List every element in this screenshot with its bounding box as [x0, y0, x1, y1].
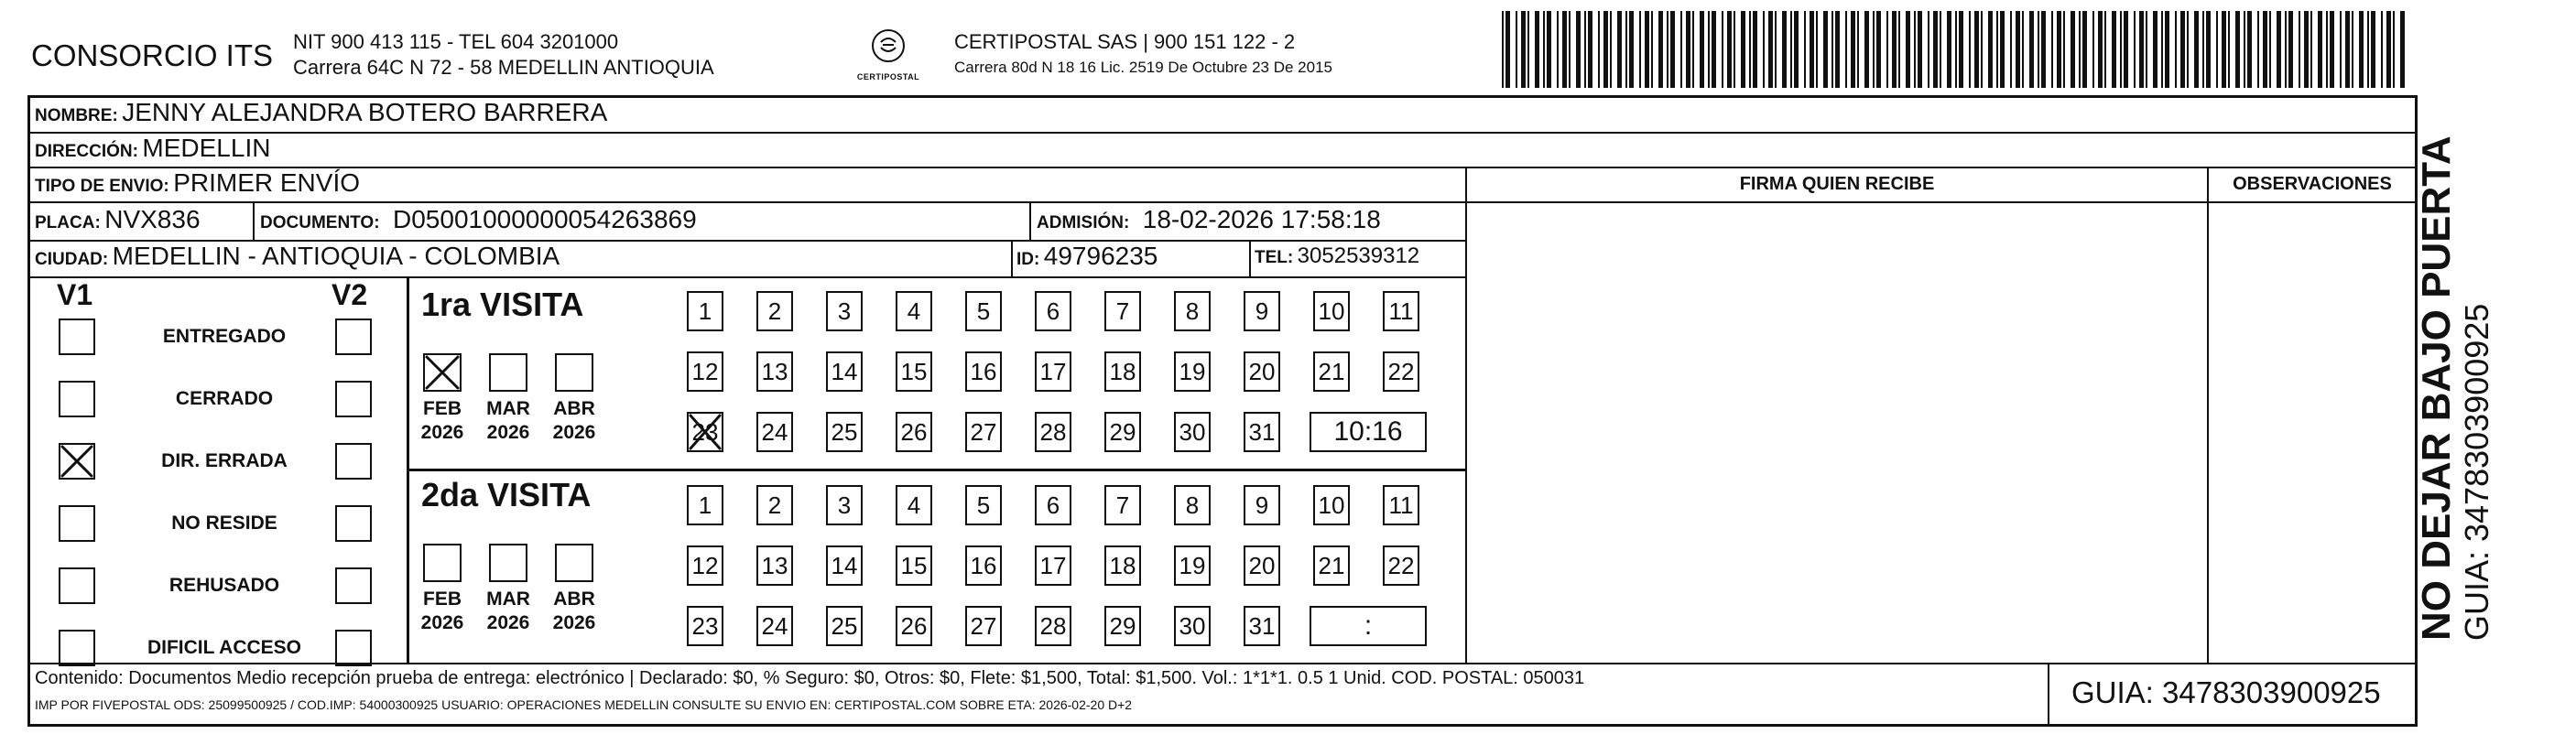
status-label-2: DIR. ERRADA [161, 450, 288, 471]
visit1-day-7[interactable]: 7 [1104, 291, 1141, 331]
tipo-value: PRIMER ENVÍO [173, 168, 361, 197]
v1-checkbox-2[interactable] [59, 443, 95, 480]
courier-info [954, 29, 1332, 81]
placa-value: NVX836 [104, 205, 201, 233]
status-label-0: ENTREGADO [162, 326, 287, 347]
visit1-day-31[interactable]: 31 [1244, 412, 1280, 452]
id-cell [1016, 242, 1158, 271]
visit2-month-label-0: FEB [423, 588, 462, 610]
visit1-month-box-0[interactable] [423, 353, 462, 392]
visit1-day-11[interactable]: 11 [1383, 291, 1419, 331]
visit2-day-16[interactable]: 16 [965, 545, 1002, 586]
direccion-label: DIRECCIÓN: [35, 142, 138, 161]
visit1-day-9[interactable]: 9 [1244, 291, 1280, 331]
visit2-day-11[interactable]: 11 [1383, 485, 1419, 525]
visit1-month-box-1[interactable] [489, 353, 527, 392]
direccion-value: MEDELLIN [142, 134, 271, 162]
visit2-day-12[interactable]: 12 [687, 545, 723, 586]
visit1-day-30[interactable]: 30 [1174, 412, 1211, 452]
visit1-day-26[interactable]: 26 [896, 412, 932, 452]
v2-checkbox-0[interactable] [335, 319, 372, 355]
tel-cell [1255, 243, 1419, 269]
visit1-day-10[interactable]: 10 [1313, 291, 1350, 331]
documento-cell [260, 205, 697, 234]
tipo-label: TIPO DE ENVIO: [35, 177, 169, 196]
v1-checkbox-5[interactable] [59, 630, 95, 666]
visit2-year-label-1: 2026 [486, 612, 530, 633]
side-notice [2415, 135, 2495, 641]
visit2-day-6[interactable]: 6 [1035, 485, 1071, 525]
visit2-day-10[interactable]: 10 [1313, 485, 1350, 525]
visit2-year-label-2: 2026 [552, 612, 596, 633]
visit2-day-27[interactable]: 27 [965, 606, 1002, 646]
placa-label: PLACA: [35, 213, 101, 232]
row-tipo [35, 168, 360, 198]
v2-checkbox-2[interactable] [335, 443, 372, 480]
visit1-day-19[interactable]: 19 [1174, 351, 1211, 392]
ciudad-label: CIUDAD: [35, 250, 109, 269]
visit1-day-12[interactable]: 12 [687, 351, 723, 392]
visit2-month-box-2[interactable] [555, 544, 593, 582]
visit1-year-label-0: 2026 [420, 422, 464, 443]
visit2-day-20[interactable]: 20 [1244, 545, 1280, 586]
v1-label: V1 [57, 278, 93, 311]
visit1-month-box-2[interactable] [555, 353, 593, 392]
admision-value: 18-02-2026 17:58:18 [1142, 205, 1381, 233]
v2-label: V2 [332, 278, 368, 311]
visit2-day-14[interactable]: 14 [826, 545, 863, 586]
ciudad-value: MEDELLIN - ANTIOQUIA - COLOMBIA [112, 242, 560, 270]
visit1-title: 1ra VISITA [421, 286, 584, 323]
observaciones-label: OBSERVACIONES [2233, 174, 2392, 194]
nombre-label: NOMBRE: [35, 106, 118, 125]
visit2-month-label-1: MAR [486, 588, 530, 610]
visit2-day-19[interactable]: 19 [1174, 545, 1211, 586]
visit1-day-21[interactable]: 21 [1313, 351, 1350, 392]
visit1-day-20[interactable]: 20 [1244, 351, 1280, 392]
visit1-time[interactable]: 10:16 [1310, 412, 1427, 452]
footer-contenido: Contenido: Documentos Medio recepción prueba de entrega: electrónico | Declarado: $0, % Seguro: $0, Otros: $0, Flete: $1,500, Total: $1,500. Vol.: 1*1*1. 0.5 1 Unid. COD. POSTAL: 050031 [35, 668, 1585, 688]
v1-checkbox-0[interactable] [59, 319, 95, 355]
visit1-day-29[interactable]: 29 [1104, 412, 1141, 452]
certipostal-logo [856, 27, 920, 92]
visit2-day-7[interactable]: 7 [1104, 485, 1141, 525]
visit2-day-31[interactable]: 31 [1244, 606, 1280, 646]
v1-checkbox-4[interactable] [59, 567, 95, 604]
visit2-month-box-0[interactable] [423, 544, 462, 582]
visit1-day-22[interactable]: 22 [1383, 351, 1419, 392]
visit1-day-17[interactable]: 17 [1035, 351, 1071, 392]
v2-checkbox-3[interactable] [335, 505, 372, 542]
visit2-day-25[interactable]: 25 [826, 606, 863, 646]
status-label-4: REHUSADO [168, 575, 280, 596]
company-nit: NIT 900 413 115 - TEL 604 3201000 [293, 30, 619, 53]
firma-label: FIRMA QUIEN RECIBE [1739, 174, 1935, 194]
placa-cell [35, 205, 201, 234]
status-label-3: NO RESIDE [171, 513, 277, 534]
row-direccion [35, 134, 270, 163]
visit2-day-4[interactable]: 4 [896, 485, 932, 525]
barcode [1502, 11, 2405, 88]
visit2-day-24[interactable]: 24 [756, 606, 793, 646]
visit2-title: 2da VISITA [421, 476, 592, 513]
visit2-day-26[interactable]: 26 [896, 606, 932, 646]
v2-checkbox-1[interactable] [335, 381, 372, 417]
visit1-month-label-0: FEB [423, 398, 462, 419]
signature-field[interactable] [1467, 203, 2205, 661]
status-label-1: CERRADO [175, 388, 274, 409]
visit1-year-label-1: 2026 [486, 422, 530, 443]
tel-value: 3052539312 [1297, 243, 1420, 268]
visit1-day-13[interactable]: 13 [756, 351, 793, 392]
visit1-day-14[interactable]: 14 [826, 351, 863, 392]
documento-value: D05001000000054263869 [393, 205, 697, 233]
visit2-year-label-0: 2026 [420, 612, 464, 633]
visit1-year-label-2: 2026 [552, 422, 596, 443]
visit1-day-18[interactable]: 18 [1104, 351, 1141, 392]
side-warning: NO DEJAR BAJO PUERTA [2414, 135, 2459, 641]
visit2-day-2[interactable]: 2 [756, 485, 793, 525]
visit2-day-29[interactable]: 29 [1104, 606, 1141, 646]
visit1-day-1[interactable]: 1 [687, 291, 723, 331]
visit1-day-3[interactable]: 3 [826, 291, 863, 331]
visit2-time[interactable]: : [1310, 606, 1427, 646]
logo-icon [870, 27, 907, 64]
v1-checkbox-1[interactable] [59, 381, 95, 417]
courier-name: CERTIPOSTAL SAS | 900 151 122 - 2 [954, 30, 1296, 53]
v2-checkbox-5[interactable] [335, 630, 372, 666]
status-label-5: DIFICIL ACCESO [147, 637, 301, 658]
side-guia: GUIA: 3478303900925 [2458, 303, 2495, 641]
observations-field[interactable] [2209, 203, 2416, 661]
admision-cell [1037, 205, 1381, 234]
visit2-day-30[interactable]: 30 [1174, 606, 1211, 646]
documento-label: DOCUMENTO: [260, 213, 380, 232]
visit2-day-8[interactable]: 8 [1174, 485, 1211, 525]
visit1-day-24[interactable]: 24 [756, 412, 793, 452]
visit1-day-16[interactable]: 16 [965, 351, 1002, 392]
visit2-day-28[interactable]: 28 [1035, 606, 1071, 646]
visit1-day-5[interactable]: 5 [965, 291, 1002, 331]
v1-checkbox-3[interactable] [59, 505, 95, 542]
visit2-day-1[interactable]: 1 [687, 485, 723, 525]
visit2-day-15[interactable]: 15 [896, 545, 932, 586]
visit2-month-label-2: ABR [553, 588, 595, 610]
id-label: ID: [1016, 250, 1040, 269]
courier-address: Carrera 80d N 18 16 Lic. 2519 De Octubre 23 De 2015 [954, 59, 1332, 76]
visit1-month-label-1: MAR [486, 398, 530, 419]
admision-label: ADMISIÓN: [1037, 213, 1130, 232]
visit2-day-13[interactable]: 13 [756, 545, 793, 586]
visit2-day-18[interactable]: 18 [1104, 545, 1141, 586]
row-nombre [35, 98, 607, 127]
visit1-month-label-2: ABR [553, 398, 595, 419]
company-address: Carrera 64C N 72 - 58 MEDELLIN ANTIOQUIA [293, 56, 714, 79]
logo-label: CERTIPOSTAL [856, 72, 920, 81]
visit2-day-9[interactable]: 9 [1244, 485, 1280, 525]
company-info [293, 29, 714, 81]
visit2-day-3[interactable]: 3 [826, 485, 863, 525]
visit1-day-15[interactable]: 15 [896, 351, 932, 392]
visit2-day-5[interactable]: 5 [965, 485, 1002, 525]
visit1-day-23[interactable]: 23 [687, 412, 723, 452]
nombre-value: JENNY ALEJANDRA BOTERO BARRERA [122, 98, 608, 126]
tel-label: TEL: [1255, 248, 1294, 267]
visit2-month-box-1[interactable] [489, 544, 527, 582]
visit2-day-23[interactable]: 23 [687, 606, 723, 646]
visit1-day-2[interactable]: 2 [756, 291, 793, 331]
footer-guia: GUIA: 3478303900925 [2071, 675, 2381, 709]
visit1-day-27[interactable]: 27 [965, 412, 1002, 452]
company-name: CONSORCIO ITS [31, 38, 274, 72]
v2-checkbox-4[interactable] [335, 567, 372, 604]
visit1-day-6[interactable]: 6 [1035, 291, 1071, 331]
visit2-day-17[interactable]: 17 [1035, 545, 1071, 586]
visit2-day-21[interactable]: 21 [1313, 545, 1350, 586]
ciudad-cell [35, 242, 560, 271]
footer-impresion: IMP POR FIVEPOSTAL ODS: 25099500925 / COD.IMP: 54000300925 USUARIO: OPERACIONES MEDELLIN CONSULTE SU ENVIO EN: CERTIPOSTAL.COM SOBRE ETA: 2026-02-20 D+2 [35, 697, 1133, 712]
visit1-day-8[interactable]: 8 [1174, 291, 1211, 331]
visit1-day-28[interactable]: 28 [1035, 412, 1071, 452]
id-value: 49796235 [1043, 242, 1158, 270]
visit1-day-4[interactable]: 4 [896, 291, 932, 331]
visit2-day-22[interactable]: 22 [1383, 545, 1419, 586]
visit1-day-25[interactable]: 25 [826, 412, 863, 452]
